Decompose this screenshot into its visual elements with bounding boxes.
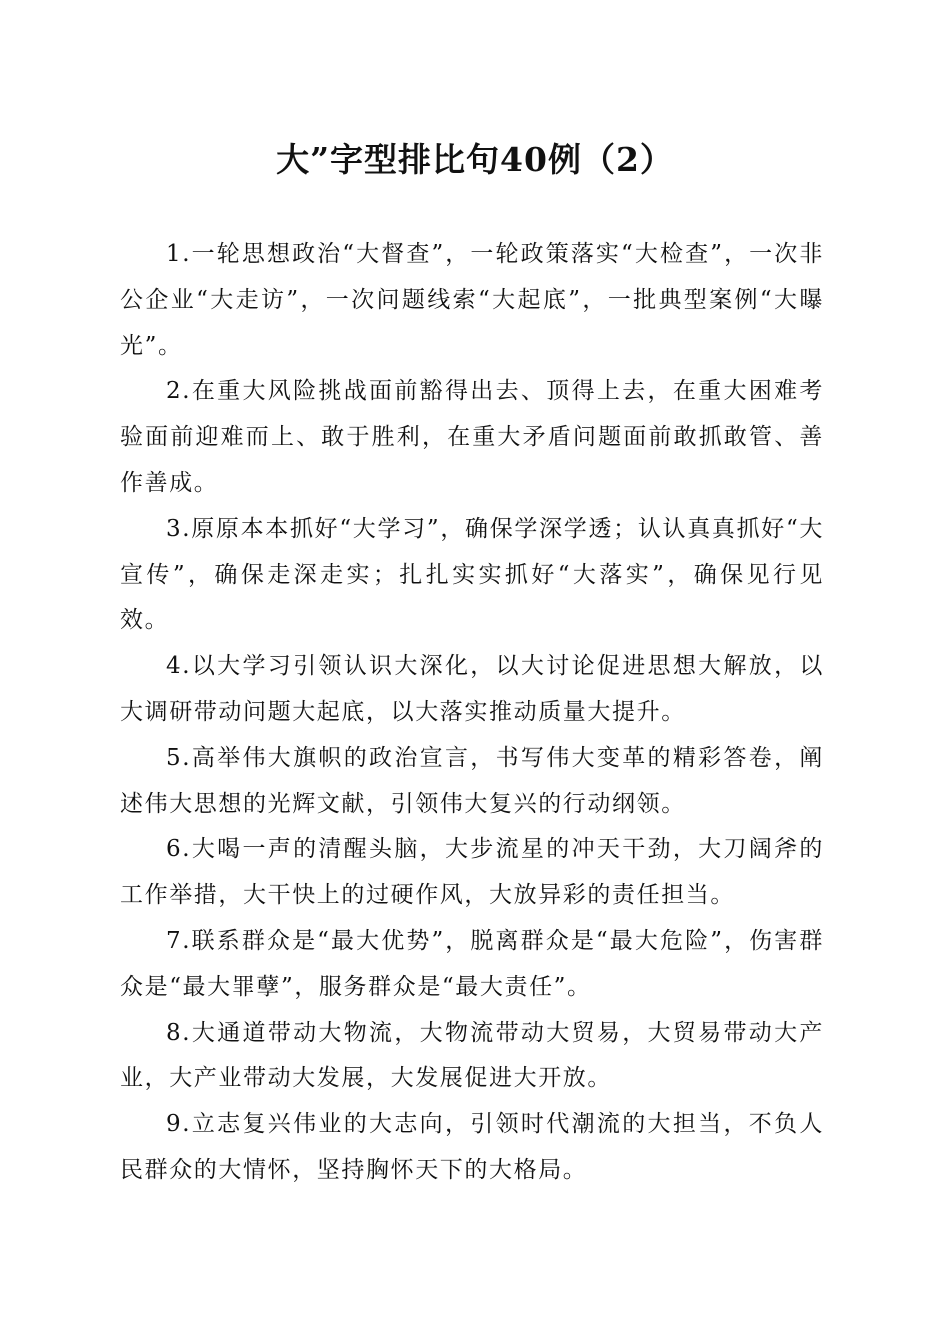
paragraph-5: 5.高举伟大旗帜的政治宣言，书写伟大变革的精彩答卷，阐述伟大思想的光辉文献，引领伟大复兴的行动纲领。 <box>120 744 824 817</box>
paragraph-3: 3.原原本本抓好“大学习”，确保学深学透；认认真真抓好“大宣传”，确保走深走实；扎扎实实抓好“大落实”，确保见行见效。 <box>120 515 824 634</box>
document-title: 大”字型排比句40例（2） <box>276 140 674 179</box>
paragraph-6: 6.大喝一声的清醒头脑，大步流星的冲天干劲，大刀阔斧的工作举措，大干快上的过硬作风，大放异彩的责任担当。 <box>120 836 824 909</box>
paragraph-8: 8.大通道带动大物流，大物流带动大贸易，大贸易带动大产业，大产业带动大发展，大发展促进大开放。 <box>120 1019 824 1092</box>
paragraph-4: 4.以大学习引领认识大深化，以大讨论促进思想大解放，以大调研带动问题大起底，以大落实推动质量大提升。 <box>120 653 824 725</box>
paragraph-1: 1.一轮思想政治“大督查”，一轮政策落实“大检查”，一次非公企业“大走访”，一次问题线索“大起底”，一批典型案例“大曝光”。 <box>120 241 824 359</box>
paragraph-7: 7.联系群众是“最大优势”，脱离群众是“最大危险”，伤害群众是“最大罪孽”，服务群众是“最大责任”。 <box>120 927 824 1000</box>
document-body <box>120 232 824 1194</box>
paragraph-2: 2.在重大风险挑战面前豁得出去、顶得上去，在重大困难考验面前迎难而上、敢于胜利，在重大矛盾问题面前敢抓敢管、善作善成。 <box>120 378 824 496</box>
paragraph-9: 9.立志复兴伟业的大志向，引领时代潮流的大担当，不负人民群众的大情怀，坚持胸怀天下的大格局。 <box>120 1111 824 1183</box>
